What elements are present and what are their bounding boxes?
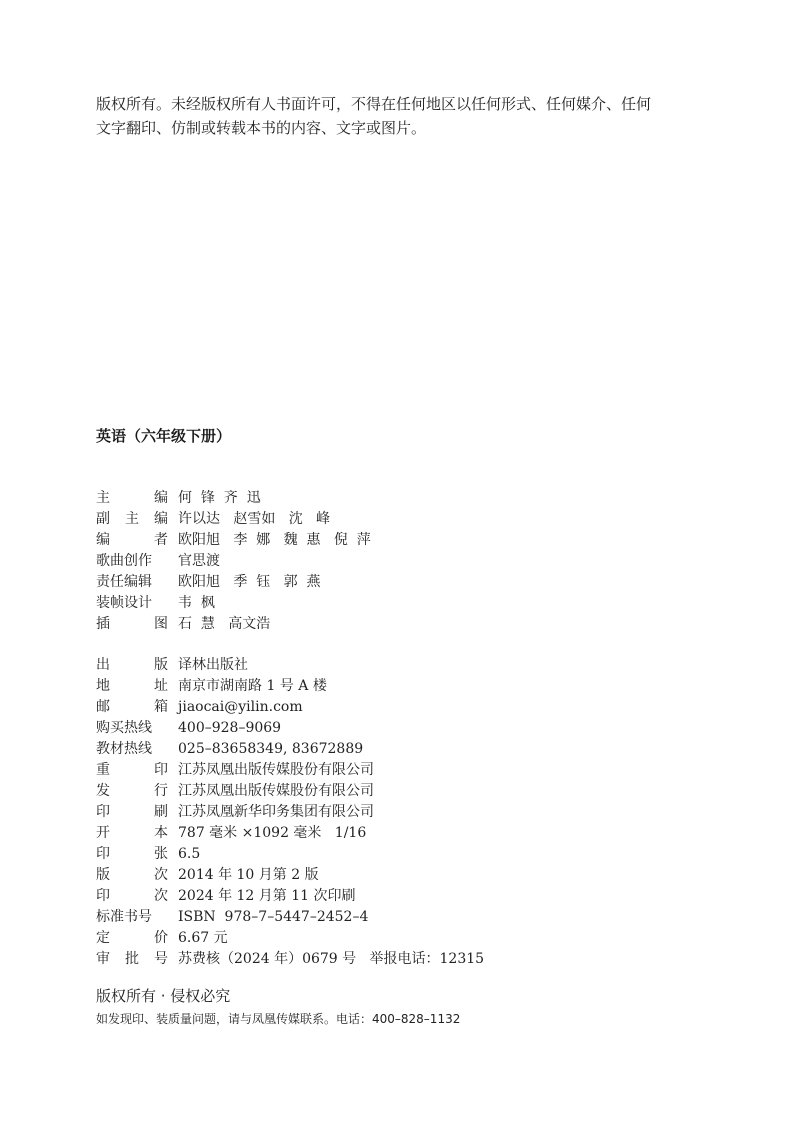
field-value: 何 锋 齐 迅 (178, 490, 261, 506)
publication-row (96, 760, 484, 781)
field-label-char: 版 (154, 657, 168, 673)
field-value: 许以达 赵雪如 沈 峰 (178, 511, 331, 527)
publication-row (96, 928, 484, 949)
field-value: 官思渡 (178, 553, 220, 569)
field-label-char: 次 (154, 888, 168, 904)
field-label-char: 批 (125, 951, 139, 967)
field-label-char: 购买热线 (96, 720, 152, 736)
field-value: 2014 年 10 月第 2 版 (178, 867, 319, 883)
field-label (96, 655, 168, 676)
publication-row (96, 823, 484, 844)
field-label (96, 718, 168, 739)
publication-row (96, 739, 484, 760)
field-label-char: 定 (96, 930, 110, 946)
field-label-char: 印 (96, 846, 110, 862)
field-label-char: 标准书号 (96, 909, 152, 925)
credits-list (96, 488, 371, 635)
field-label (96, 509, 168, 530)
field-value: 江苏凤凰出版传媒股份有限公司 (178, 783, 374, 799)
field-label-char: 箱 (154, 699, 168, 715)
field-value: 石 慧 高文浩 (178, 616, 271, 632)
field-label-char: 次 (154, 867, 168, 883)
field-value: 欧阳旭 李 娜 魏 惠 倪 萍 (178, 532, 371, 548)
field-label-char: 号 (154, 951, 168, 967)
field-label (96, 844, 168, 865)
field-value: 韦 枫 (178, 595, 215, 611)
field-label-char: 审 (96, 951, 110, 967)
publication-row (96, 886, 484, 907)
field-value: 江苏凤凰新华印务集团有限公司 (178, 804, 374, 820)
field-value: ISBN 978–7–5447–2452–4 (178, 909, 369, 925)
field-value: 南京市湖南路 1 号 A 楼 (178, 678, 327, 694)
publication-row (96, 718, 484, 739)
field-label-char: 印 (96, 888, 110, 904)
field-label-char: 印 (154, 762, 168, 778)
credit-row (96, 593, 371, 614)
field-label-char: 责任编辑 (96, 574, 152, 590)
field-label-char: 地 (96, 678, 110, 694)
field-label-char: 重 (96, 762, 110, 778)
field-value: 787 毫米 ×1092 毫米 1/16 (178, 825, 367, 841)
credit-row (96, 551, 371, 572)
field-value: 6.5 (178, 846, 201, 862)
field-value: 江苏凤凰出版传媒股份有限公司 (178, 762, 374, 778)
field-label-char: 价 (154, 930, 168, 946)
field-value: 欧阳旭 季 钰 郭 燕 (178, 574, 321, 590)
field-label-char: 歌曲创作 (96, 553, 152, 569)
credit-row (96, 530, 371, 551)
field-label (96, 949, 168, 970)
field-label-char: 邮 (96, 699, 110, 715)
field-label-char: 编 (96, 532, 110, 548)
field-label (96, 907, 168, 928)
field-label-char: 行 (154, 783, 168, 799)
publication-row (96, 844, 484, 865)
publication-row (96, 676, 484, 697)
field-label (96, 739, 168, 760)
publication-row (96, 655, 484, 676)
field-label (96, 676, 168, 697)
field-label (96, 886, 168, 907)
field-label-char: 主 (125, 511, 139, 527)
field-label-char: 主 (96, 490, 110, 506)
field-label-char: 本 (154, 825, 168, 841)
field-value: 400–928–9069 (178, 720, 282, 736)
publication-row (96, 949, 484, 970)
copyright-notice (96, 92, 676, 140)
publication-row (96, 865, 484, 886)
field-label (96, 928, 168, 949)
field-label-char: 插 (96, 616, 110, 632)
credit-row (96, 488, 371, 509)
field-value: 6.67 元 (178, 930, 228, 946)
field-label-char: 出 (96, 657, 110, 673)
field-label (96, 551, 168, 572)
field-label-char: 编 (154, 490, 168, 506)
field-label (96, 760, 168, 781)
publication-row (96, 697, 484, 718)
field-label (96, 488, 168, 509)
publication-row (96, 802, 484, 823)
field-label-char: 发 (96, 783, 110, 799)
publication-row (96, 781, 484, 802)
credit-row (96, 509, 371, 530)
field-label-char: 副 (96, 511, 110, 527)
field-value: jiaocai@yilin.com (178, 699, 303, 715)
field-label-char: 开 (96, 825, 110, 841)
publication-row (96, 907, 484, 928)
field-value: 025–83658349, 83672889 (178, 741, 364, 757)
field-label-char: 张 (154, 846, 168, 862)
book-title: 英语（六年级下册） (96, 427, 232, 445)
field-label (96, 865, 168, 886)
rights-reserved-title: 版权所有 · 侵权必究 (96, 987, 231, 1005)
quality-contact-note: 如发现印、装质量问题，请与凤凰传媒联系。电话：400–828–1132 (96, 1012, 461, 1026)
field-label (96, 614, 168, 635)
field-label (96, 593, 168, 614)
field-label-char: 刷 (154, 804, 168, 820)
field-label-char: 编 (154, 511, 168, 527)
copyright-line-2: 文字翻印、仿制或转载本书的内容、文字或图片。 (96, 119, 427, 137)
field-label (96, 572, 168, 593)
field-label-char: 图 (154, 616, 168, 632)
copyright-line-1: 版权所有。未经版权所有人书面许可，不得在任何地区以任何形式、任何媒介、任何 (96, 95, 652, 113)
credit-row (96, 572, 371, 593)
field-value: 2024 年 12 月第 11 次印刷 (178, 888, 356, 904)
field-label-char: 教材热线 (96, 741, 152, 757)
field-label-char: 装帧设计 (96, 595, 152, 611)
field-value: 译林出版社 (178, 657, 248, 673)
field-label (96, 802, 168, 823)
field-label (96, 530, 168, 551)
field-label (96, 823, 168, 844)
field-label-char: 印 (96, 804, 110, 820)
field-label (96, 697, 168, 718)
field-label-char: 版 (96, 867, 110, 883)
publication-info-list (96, 655, 484, 970)
field-value: 苏费核（2024 年）0679 号 举报电话：12315 (178, 951, 485, 967)
credit-row (96, 614, 371, 635)
field-label (96, 781, 168, 802)
field-label-char: 址 (154, 678, 168, 694)
field-label-char: 者 (154, 532, 168, 548)
